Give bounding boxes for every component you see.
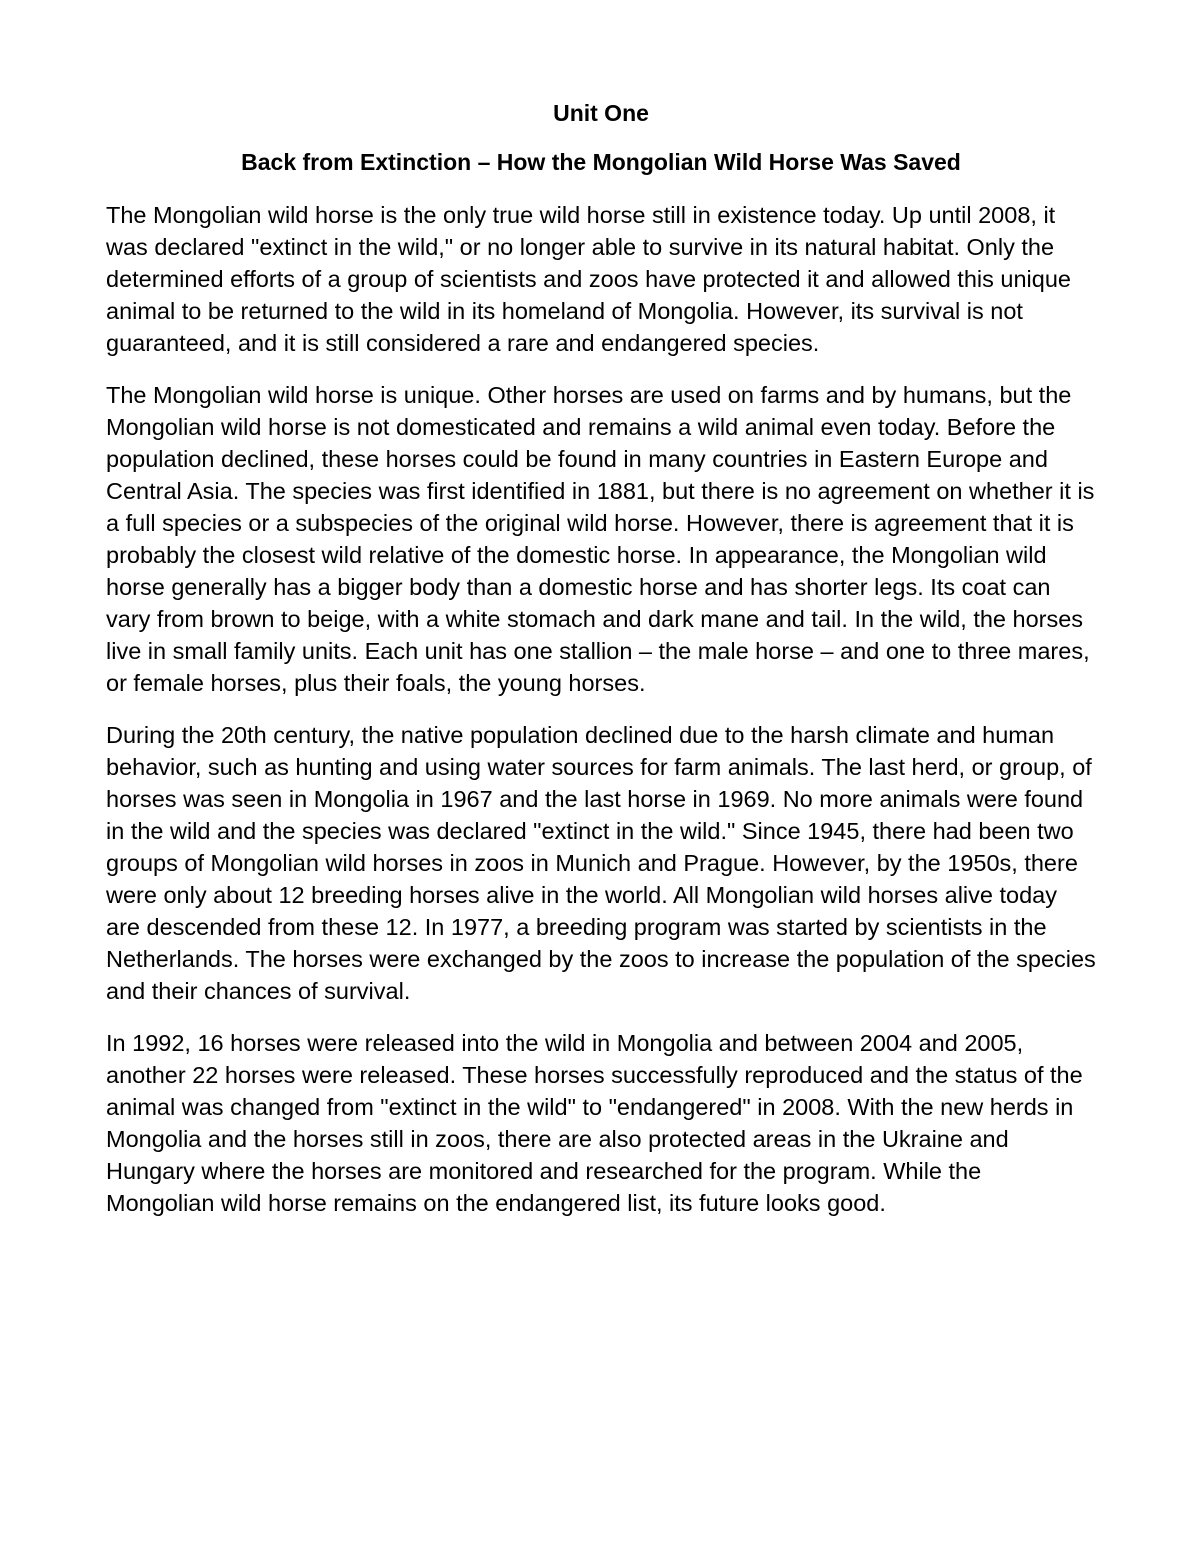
paragraph-3: During the 20th century, the native population declined due to the harsh climate and human behavior, such as hunting and using water sources for farm animals. The last herd, or group, of horses was seen in Mongolia in 1967 and the last horse in 1969. No more animals were found in the wild and the species was declared "extinct in the wild." Since 1945, there had been two groups of Mongolian wild horses in zoos in Munich and Prague. However, by the 1950s, there were only about 12 breeding horses alive in the world. All Mongolian wild horses alive today are descended from these 12. In 1977, a breeding program was started by scientists in the Netherlands. The horses were exchanged by the zoos to increase the population of the species and their chances of survival. [106,722,1096,1004]
paragraph-2: The Mongolian wild horse is unique. Other horses are used on farms and by humans, but the Mongolian wild horse is not domesticated and remains a wild animal even today. Before the population declined, these horses could be found in many countries in Eastern Europe and Central Asia. The species was first identified in 1881, but there is no agreement on whether it is a full species or a subspecies of the original wild horse. However, there is agreement that it is probably the closest wild relative of the domestic horse. In appearance, the Mongolian wild horse generally has a bigger body than a domestic horse and has shorter legs. Its coat can vary from brown to beige, with a white stomach and dark mane and tail. In the wild, the horses live in small family units. Each unit has one stallion – the male horse – and one to three mares, or female horses, plus their foals, the young horses. [106,382,1095,696]
article-title: Back from Extinction – How the Mongolian Wild Horse Was Saved [241,149,961,175]
unit-title: Unit One [553,100,649,126]
document-page [106,96,1096,1219]
paragraph-1: The Mongolian wild horse is the only true wild horse still in existence today. Up until 2008, it was declared "extinct in the wild," or no longer able to survive in its natural habitat. Only the determined efforts of a group of scientists and zoos have protected it and allowed this unique animal to be returned to the wild in its homeland of Mongolia. However, its survival is not guaranteed, and it is still considered a rare and endangered species. [106,202,1071,356]
paragraph-4: In 1992, 16 horses were released into the wild in Mongolia and between 2004 and 2005, another 22 horses were released. These horses successfully reproduced and the status of the animal was changed from "extinct in the wild" to "endangered" in 2008. With the new herds in Mongolia and the horses still in zoos, there are also protected areas in the Ukraine and Hungary where the horses are monitored and researched for the program. While the Mongolian wild horse remains on the endangered list, its future looks good. [106,1030,1083,1216]
